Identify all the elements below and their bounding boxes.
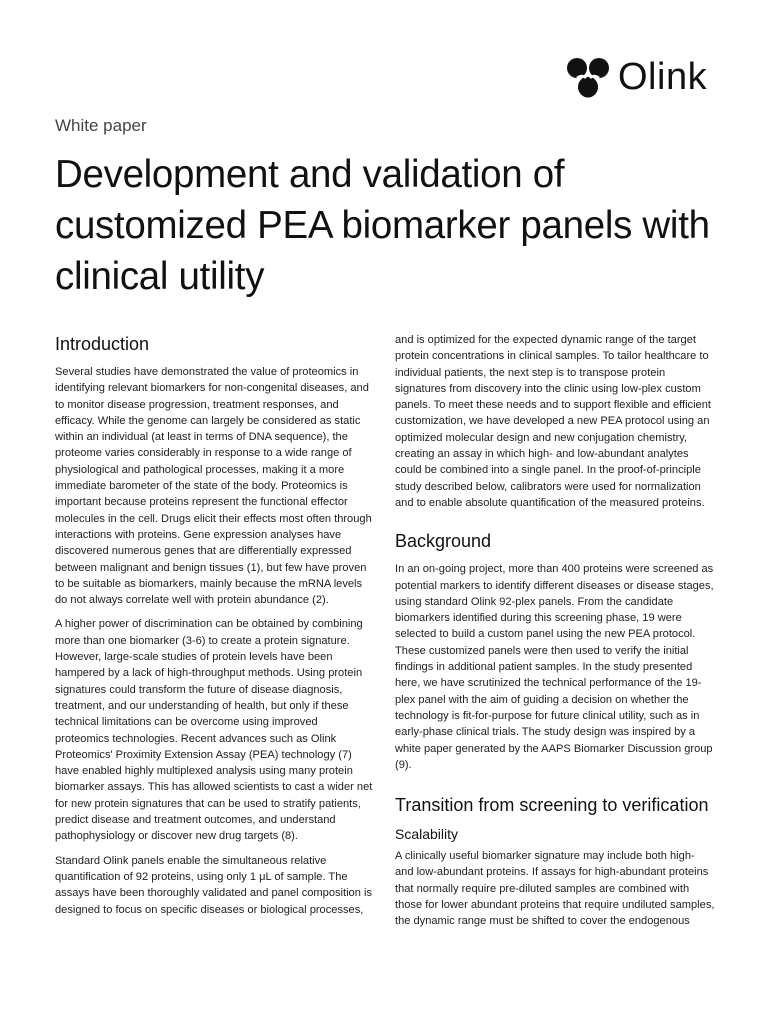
intro-paragraph-4: and is optimized for the expected dynamic range of the target protein concentrations in clinical samples. To tailor healthcare to individual patients, the next step is to transpose protein signatures from discovery into the clinic using low-plex custom panels. To meet these needs and to support flexible and efficient customization, we have developed a new PEA protocol using an optimized molecular design and new conjugation chemistry, creating an assay in which high- and low-abundant analytes could be combined into a single panel. In the proof-of-principle study described below, calibrators were used for normalization and to enable absolute quantification of the measured proteins. xyxy=(395,334,711,509)
intro-paragraph-1: Several studies have demonstrated the value of proteomics in identifying relevant biomarkers for non-congenital diseases, and to monitor disease progression, treatment responses, and efficacy. While the genome can largely be considered as static within an individual (at least in terms of DNA sequence), the proteome varies considerably in response to a wide range of physiological and pathological processes, making it a more immediate barometer of the state of the body. Proteomics is important because proteins represent the functional effector molecules in the cell. Drugs elicit their effects most often through interactions with proteins. Gene expression analyses have discovered numerous genes that are differentially expressed between malignant and benign tissues (1), but few have proven to be suitable as biomarkers, mainly because the mRNA levels do not always correlate well with protein abundance (2). xyxy=(55,366,372,607)
background-heading: Background xyxy=(395,531,492,552)
intro-paragraph-2: A higher power of discrimination can be obtained by combining more than one biomarker (3-6) to create a protein signature. However, large-scale studies of protein levels have been hampered by a lack of high-throughput methods. Using protein signatures could transform the future of disease diagnosis, treatment, and our understanding of health, but only if these technical limitations can be overcome using improved proteomics technologies. Recent advances such as Olink Proteomics' Proximity Extension Assay (PEA) technology (7) have enabled highly multiplexed analysis using many protein biomarker assays. This has allowed scientists to cast a wider net for new protein signatures that can be used to stratify patients, predict disease and treatment outcomes, and understand pathophysiology or discover new drug targets (8). xyxy=(55,618,373,843)
scalability-paragraph: A clinically useful biomarker signature may include both high- and low-abundant proteins. If assays for high-abundant proteins that normally require pre-diluted samples are combined with those for lower abundant proteins that require undiluted samples, the dynamic range must be shifted to cover the endogenous xyxy=(395,850,715,928)
document-title: Development and validation of customized PEA biomarker panels with clinical utility xyxy=(55,153,710,298)
document-type-label: White paper xyxy=(55,116,147,135)
olink-logo xyxy=(566,55,707,99)
scalability-heading: Scalability xyxy=(395,826,459,843)
background-paragraph: In an on-going project, more than 400 proteins were screened as potential markers to identify different diseases or disease stages, using standard Olink 92-plex panels. From the candidate biomarkers identified during this screening phase, 19 were selected to build a custom panel using the new PEA protocol. These customized panels were then used to verify the initial findings in additional patient samples. In the study presented here, we have scrutinized the technical performance of the 19-plex panel with the aim of guiding a decision on whether the technology is fit-for-purpose for future clinical utility, such as in early-phase clinical trials. The study design was inspired by a white paper generated by the AAPS Biomarker Discussion group (9). xyxy=(395,563,714,771)
transition-heading: Transition from screening to verification xyxy=(395,795,709,816)
right-column xyxy=(395,332,715,938)
olink-logo-icon xyxy=(566,56,610,98)
intro-paragraph-3: Standard Olink panels enable the simultaneous relative quantification of 92 proteins, using only 1 μL of sample. The assays have been thoroughly validated and panel composition is designed to focus on specific diseases or biological processes, xyxy=(55,854,372,916)
introduction-heading: Introduction xyxy=(55,334,150,354)
left-column xyxy=(55,332,373,926)
olink-logo-text: Olink xyxy=(618,56,708,98)
